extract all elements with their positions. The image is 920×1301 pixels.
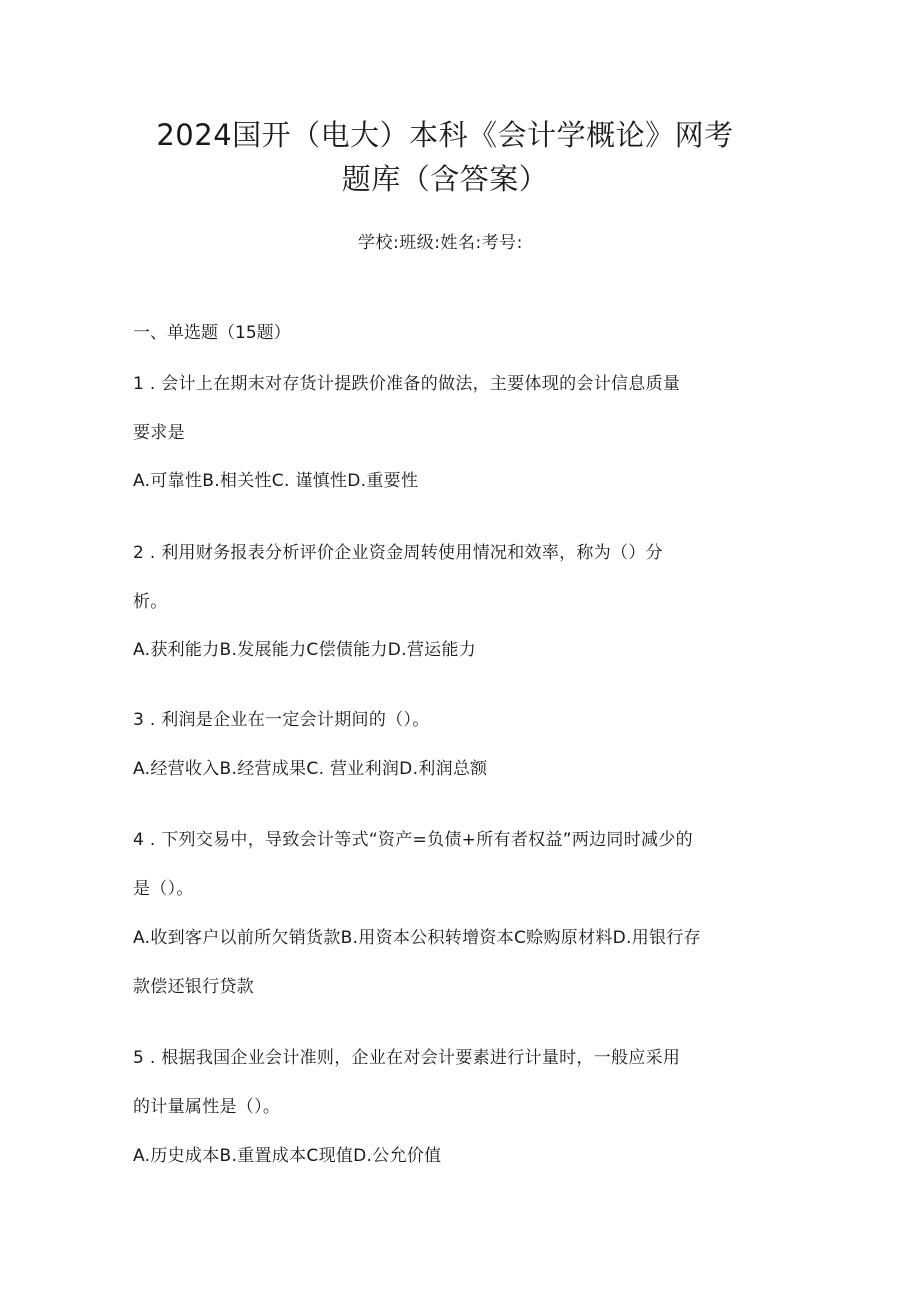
question-1-options: A.可靠性B.相关性C. 谨慎性D.重要性 [133,471,419,491]
question-2-options: A.获利能力B.发展能力C偿债能力D.营运能力 [133,640,477,660]
title-line-1: 2024国开（电大）本科《会计学概论》网考 [156,118,734,152]
question-4-options-line-1: A.收到客户以前所欠销货款B.用资本公积转增资本C赊购原材料D.用银行存 [133,928,701,948]
section-heading: 一、单选题（15题） [133,323,291,343]
question-4-stem-line-2: 是（）。 [133,879,194,899]
student-info-line: 学校:班级:姓名:考号: [358,233,523,253]
title-line-2: 题库（含答案） [341,162,549,196]
question-5-stem-line-2: 的计量属性是（）。 [133,1097,281,1117]
question-4-options-line-2: 款偿还银行贷款 [133,977,255,997]
question-1-stem-line-1: 1 . 会计上在期末对存货计提跌价准备的做法，主要体现的会计信息质量 [133,374,681,394]
question-4-stem-line-1: 4 . 下列交易中，导致会计等式“资产=负债+所有者权益”两边同时减少的 [133,830,693,850]
question-1-stem-line-2: 要求是 [133,423,185,443]
question-3-options: A.经营收入B.经营成果C. 营业利润D.利润总额 [133,759,488,779]
question-5-options: A.历史成本B.重置成本C现值D.公允价值 [133,1146,442,1166]
question-2-stem-line-2: 析。 [133,592,168,612]
document-title [100,113,790,201]
question-2-stem-line-1: 2 . 利用财务报表分析评价企业资金周转使用情况和效率，称为（）分 [133,543,663,563]
question-5-stem-line-1: 5 . 根据我国企业会计准则，企业在对会计要素进行计量时，一般应采用 [133,1048,681,1068]
question-3-stem-line-1: 3 . 利润是企业在一定会计期间的（）。 [133,710,430,730]
